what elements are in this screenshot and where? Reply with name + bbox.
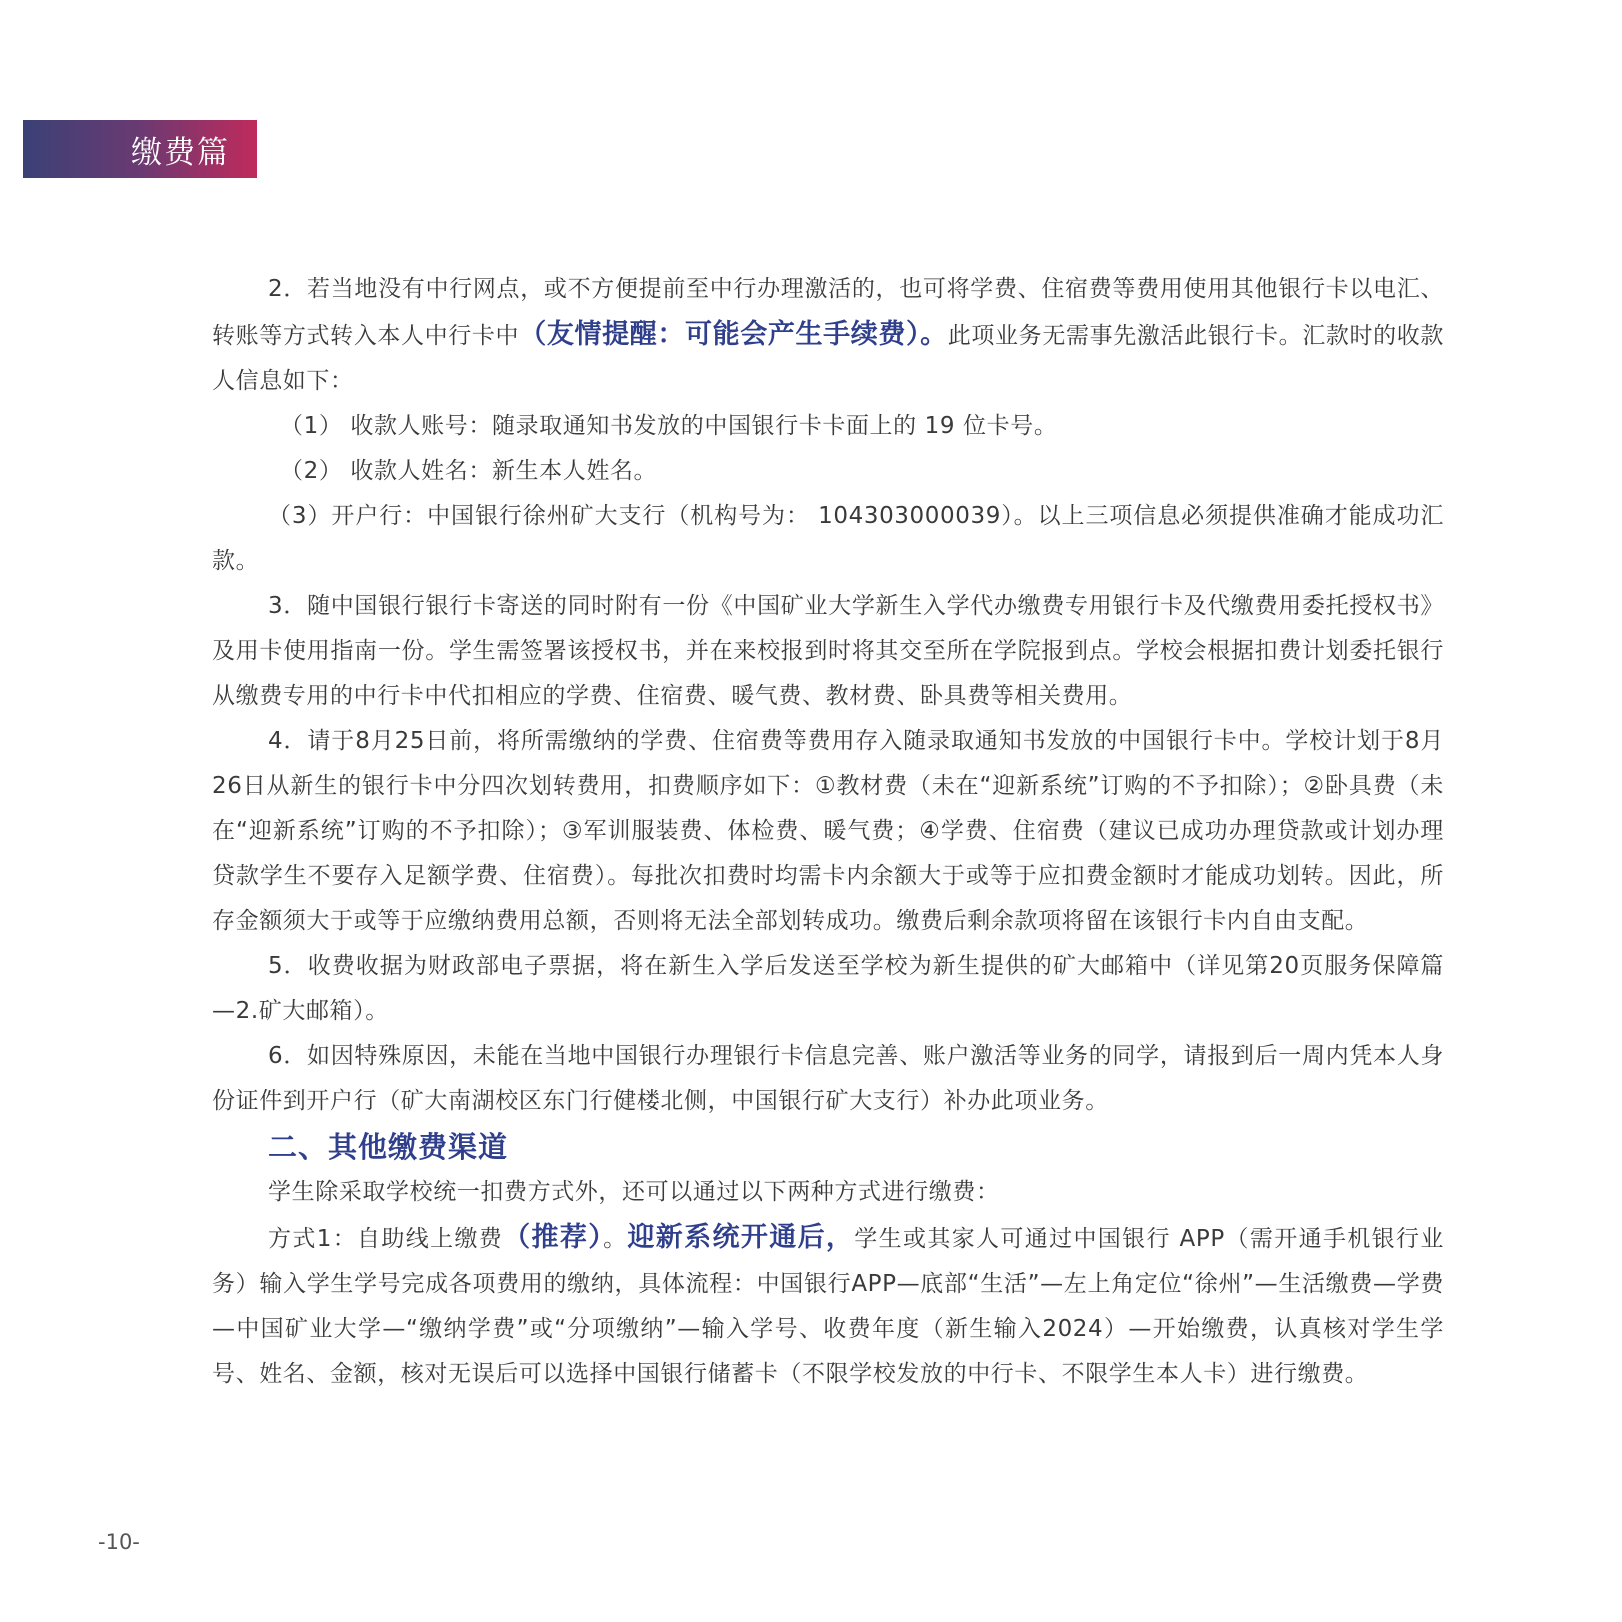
section-tab <box>23 120 257 178</box>
payee-name-item: （2） 收款人姓名：新生本人姓名。 <box>280 458 658 484</box>
method-1-paragraph <box>212 1215 1444 1397</box>
section-title: 缴费篇 <box>131 134 230 171</box>
paragraph-4: 4．请于8月25日前，将所需缴纳的学费、住宿费等费用存入随录取通知书发放的中国银行卡中。学校计划于8月26日从新生的银行卡中分四次划转费用，扣费顺序如下：①教材费（未在“迎新系统”订购的不予扣除）；②卧具费（未在“迎新系统”订购的不予扣除）；③军训服装费、体检费、暖气费；④学费、住宿费（建议已成功办理贷款或计划办理贷款学生不要存入足额学费、住宿费）。每批次扣费时均需卡内余额大于或等于应扣费金额时才能成功划转。因此，所存金额须大于或等于应缴纳费用总额，否则将无法全部划转成功。缴费后剩余款项将留在该银行卡内自由支配。 <box>212 728 1444 934</box>
section-heading-other-channels: 二、其他缴费渠道 <box>268 1130 509 1164</box>
page-number: -10- <box>98 1530 140 1554</box>
method-1-system-open: 迎新系统开通后， <box>627 1222 855 1253</box>
payee-bank-item: （3）开户行：中国银行徐州矿大支行（机构号为： 104303000039）。以上三项信息必须提供准确才能成功汇款。 <box>212 503 1444 574</box>
method-1-recommended: （推荐） <box>503 1222 604 1253</box>
other-channels-intro: 学生除采取学校统一扣费方式外，还可以通过以下两种方式进行缴费： <box>268 1179 1000 1205</box>
method-1-body: 学生或其家人可通过中国银行 APP（需开通手机银行业务）输入学生学号完成各项费用的缴纳，具体流程：中国银行APP—底部“生活”—左上角定位“徐州”—生活缴费—学费—中国矿业大学—“缴纳学费”或“分项缴纳”—输入学号、收费年度（新生输入2024）—开始缴费，认真核对学生学号、姓名、金额，核对无误后可以选择中国银行储蓄卡（不限学校发放的中行卡、不限学生本人卡）进行缴费。 <box>212 1226 1444 1387</box>
paragraph-2-text-a: 2．若当地没有中行网点，或不方便提前至中行办理激活的，也可将学费、住宿费等费用使用其他银行卡以电汇、转账等方式转入本人中行卡中 <box>212 276 1444 349</box>
paragraph-3: 3．随中国银行银行卡寄送的同时附有一份《中国矿业大学新生入学代办缴费专用银行卡及代缴费用委托授权书》及用卡使用指南一份。学生需签署该授权书，并在来校报到时将其交至所在学院报到点。学校会根据扣费计划委托银行从缴费专用的中行卡中代扣相应的学费、住宿费、暖气费、教材费、卧具费等相关费用。 <box>212 593 1444 709</box>
paragraph-2-reminder: （友情提醒：可能会产生手续费）。 <box>519 319 948 350</box>
payee-account-item: （1） 收款人账号：随录取通知书发放的中国银行卡卡面上的 19 位卡号。 <box>280 413 1058 439</box>
method-1-separator: 。 <box>603 1226 628 1252</box>
paragraph-2-text-b: 此项业务无需事先激活此银行卡。汇款时的收款人信息如下： <box>212 323 1444 394</box>
paragraph-5: 5．收费收据为财政部电子票据，将在新生入学后发送至学校为新生提供的矿大邮箱中（详见第20页服务保障篇—2.矿大邮箱）。 <box>212 953 1444 1024</box>
document-body <box>212 267 1444 1397</box>
paragraph-6: 6．如因特殊原因，未能在当地中国银行办理银行卡信息完善、账户激活等业务的同学，请报到后一周内凭本人身份证件到开户行（矿大南湖校区东门行健楼北侧，中国银行矿大支行）补办此项业务。 <box>212 1043 1444 1114</box>
method-1-prefix: 方式1：自助线上缴费 <box>268 1226 504 1252</box>
paragraph-2 <box>212 267 1444 404</box>
